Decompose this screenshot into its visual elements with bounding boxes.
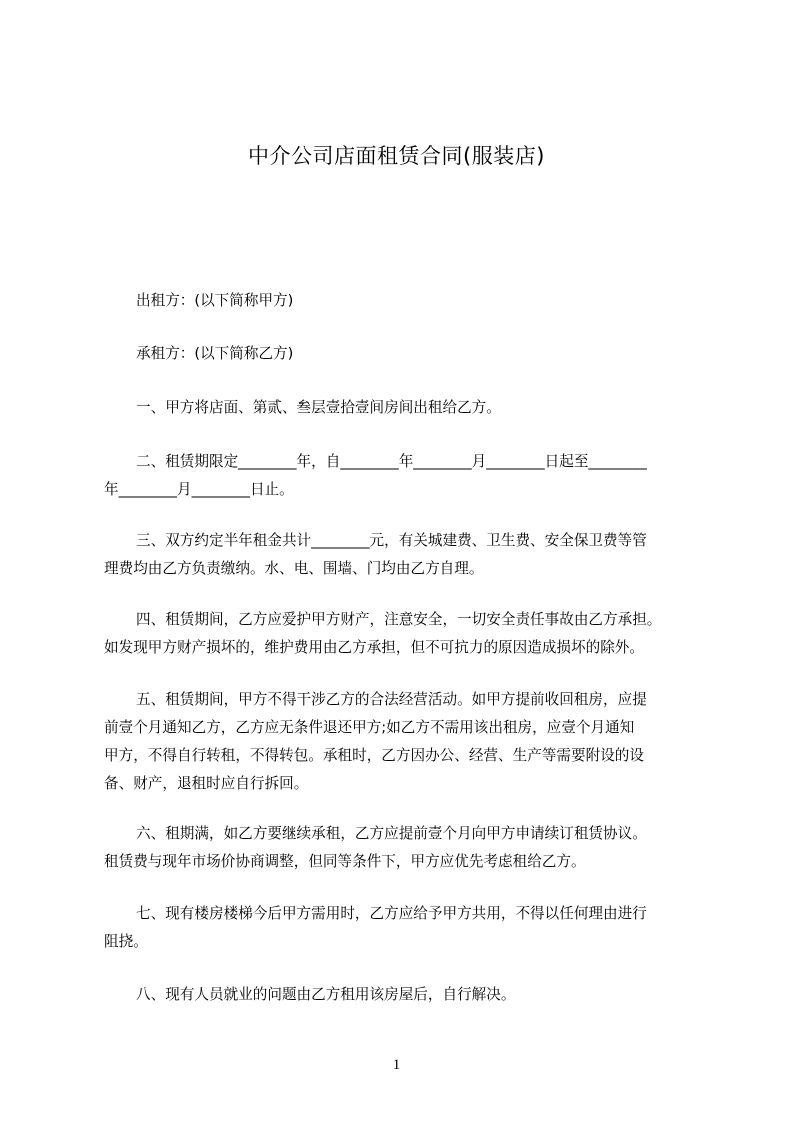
page-number: 1: [392, 1057, 401, 1073]
text-line: [104, 820, 704, 848]
text-line: [104, 287, 704, 315]
line-text: 七、现有楼房楼梯今后甲方需用时，乙方应给予甲方共用，不得以任何理由进行: [136, 905, 647, 922]
line-text: 甲方，不得自行转租，不得转包。承租时，乙方因办公、经营、生产等需要附设的设: [104, 747, 644, 764]
clause-3: [104, 527, 704, 583]
clause-lessee: [104, 340, 704, 368]
line-text: 四、租赁期间，乙方应爱护甲方财产，注意安全，一切安全责任事故由乙方承担。: [136, 611, 662, 628]
text-line: [104, 527, 704, 555]
line-text: 备、财产，退租时应自行拆回。: [104, 775, 309, 792]
clause-1: [104, 394, 704, 422]
clause-lessor: [104, 287, 704, 315]
document-title: 中介公司店面租赁合同(服装店): [248, 144, 545, 168]
text-line: [104, 981, 704, 1009]
line-text: 租赁费与现年市场价协商调整，但同等条件下，甲方应优先考虑租给乙方。: [104, 853, 586, 870]
line-text: 一、甲方将店面、第贰、叁层壹拾壹间房间出租给乙方。: [136, 399, 501, 416]
text-line: [104, 634, 704, 662]
clause-2: [104, 448, 704, 504]
text-line: [104, 742, 704, 770]
text-line: [104, 714, 704, 742]
text-line: [104, 340, 704, 368]
line-text: 理费均由乙方负责缴纳。水、电、围墙、门均由乙方自理。: [104, 560, 484, 577]
text-line: [104, 900, 704, 928]
line-text: 出租方：(以下简称甲方): [136, 292, 294, 309]
text-line: [104, 394, 704, 422]
text-line: [104, 448, 704, 476]
text-line: [104, 928, 704, 956]
clause-7: [104, 900, 704, 956]
text-line: [104, 606, 704, 634]
line-text: 五、租赁期间，甲方不得干涉乙方的合法经营活动。如甲方提前收回租房，应提: [136, 691, 647, 708]
line-text: 二、租赁期限定________年，自________年________月________日起至________: [136, 453, 647, 470]
line-text: 六、租期满，如乙方要继续承租，乙方应提前壹个月向甲方申请续订租赁协议。: [136, 825, 647, 842]
line-text: 前壹个月通知乙方，乙方应无条件退还甲方;如乙方不需用该出租房，应壹个月通知: [104, 719, 635, 736]
line-text: 三、双方约定半年租金共计________元，有关城建费、卫生费、安全保卫费等管: [136, 532, 647, 549]
clause-4: [104, 606, 704, 662]
text-line: [104, 848, 704, 876]
text-line: [104, 770, 704, 798]
line-text: 阻挠。: [104, 933, 148, 950]
text-line: [104, 555, 704, 583]
text-line: [104, 686, 704, 714]
text-line: [104, 476, 704, 504]
clause-6: [104, 820, 704, 876]
line-text: 如发现甲方财产损坏的，维护费用由乙方承担，但不可抗力的原因造成损坏的除外。: [104, 639, 644, 656]
clause-8: [104, 981, 704, 1009]
line-text: 承租方：(以下简称乙方): [136, 345, 294, 362]
clause-5: [104, 686, 704, 798]
line-text: 八、现有人员就业的问题由乙方租用该房屋后，自行解决。: [136, 986, 516, 1003]
line-text: 年________月________日止。: [104, 481, 294, 498]
